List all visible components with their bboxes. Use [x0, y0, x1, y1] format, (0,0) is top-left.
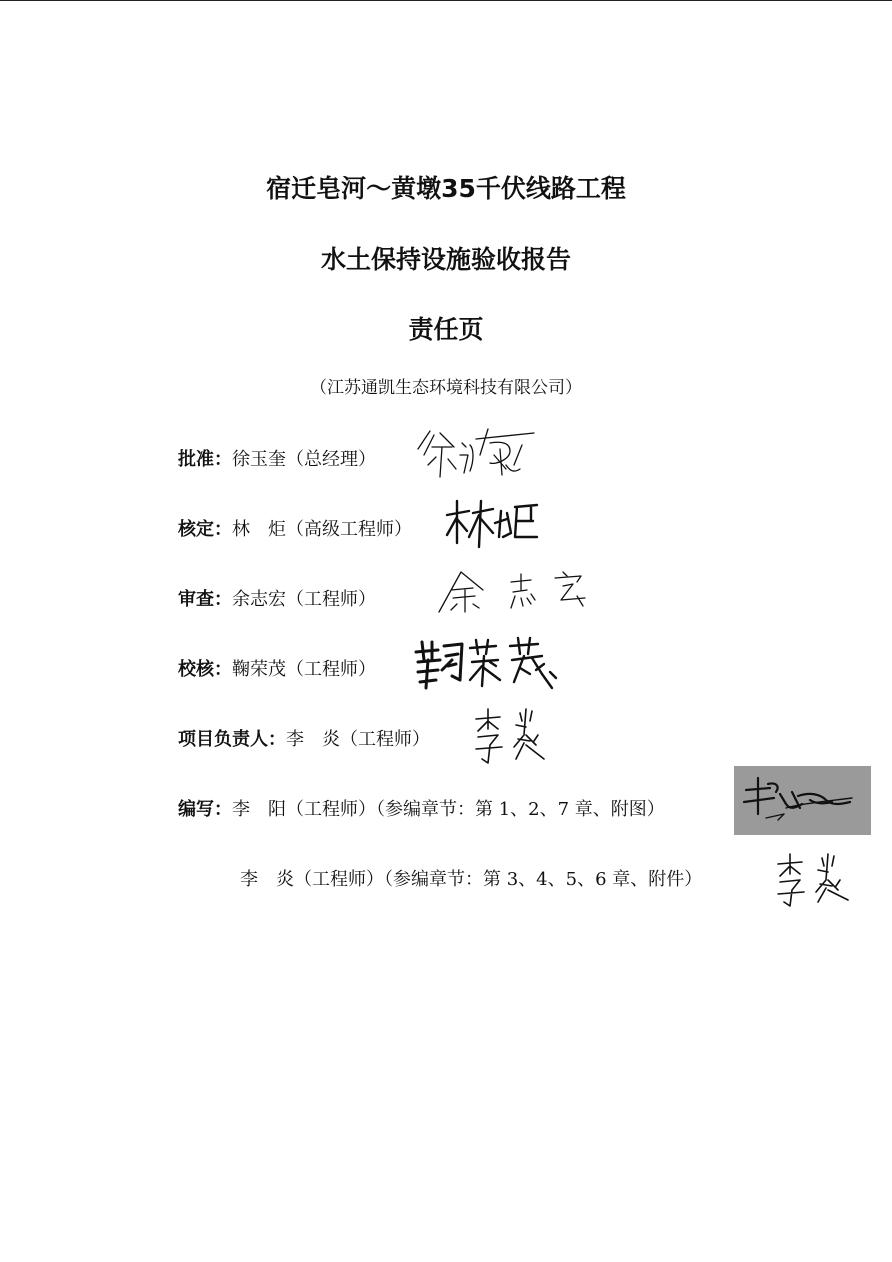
signature-review — [435, 568, 595, 618]
role-label: 核定： — [178, 519, 232, 540]
person-name: 徐玉奎（总经理） — [232, 449, 376, 470]
verification-row — [178, 515, 412, 545]
top-border-line — [0, 0, 892, 1]
person-name: 鞠荣茂（工程师） — [232, 659, 376, 680]
page-heading: 责任页 — [408, 315, 484, 344]
project-lead-row — [178, 725, 430, 755]
person-name: 李 炎（工程师） — [286, 729, 430, 750]
signature-verification — [445, 497, 540, 553]
person-name: 李 阳（工程师）（参编章节：第 1、2、7 章、附图） — [232, 799, 665, 820]
signature-check — [412, 630, 564, 695]
author-row — [178, 795, 665, 825]
company-name: （江苏通凯生态环境科技有限公司） — [310, 378, 582, 398]
signature-approval — [410, 425, 540, 487]
check-row — [178, 655, 376, 685]
document-title: 宿迁皂河～黄墩35千伏线路工程 — [266, 174, 626, 203]
signature-project-lead — [472, 705, 557, 767]
signature-author-1 — [740, 774, 864, 828]
review-row — [178, 585, 376, 615]
signature-author-2 — [774, 850, 859, 910]
document-subtitle: 水土保持设施验收报告 — [320, 245, 571, 274]
person-name: 林 炬（高级工程师） — [232, 519, 412, 540]
role-label: 审查： — [178, 589, 232, 610]
person-name: 余志宏（工程师） — [232, 589, 376, 610]
author-row — [240, 865, 702, 895]
role-label: 批准： — [178, 449, 232, 470]
approval-row — [178, 445, 376, 475]
role-label: 校核： — [178, 659, 232, 680]
role-label: 项目负责人： — [178, 729, 286, 750]
role-label: 编写： — [178, 799, 232, 820]
person-name: 李 炎（工程师）（参编章节：第 3、4、5、6 章、附件） — [240, 869, 703, 890]
